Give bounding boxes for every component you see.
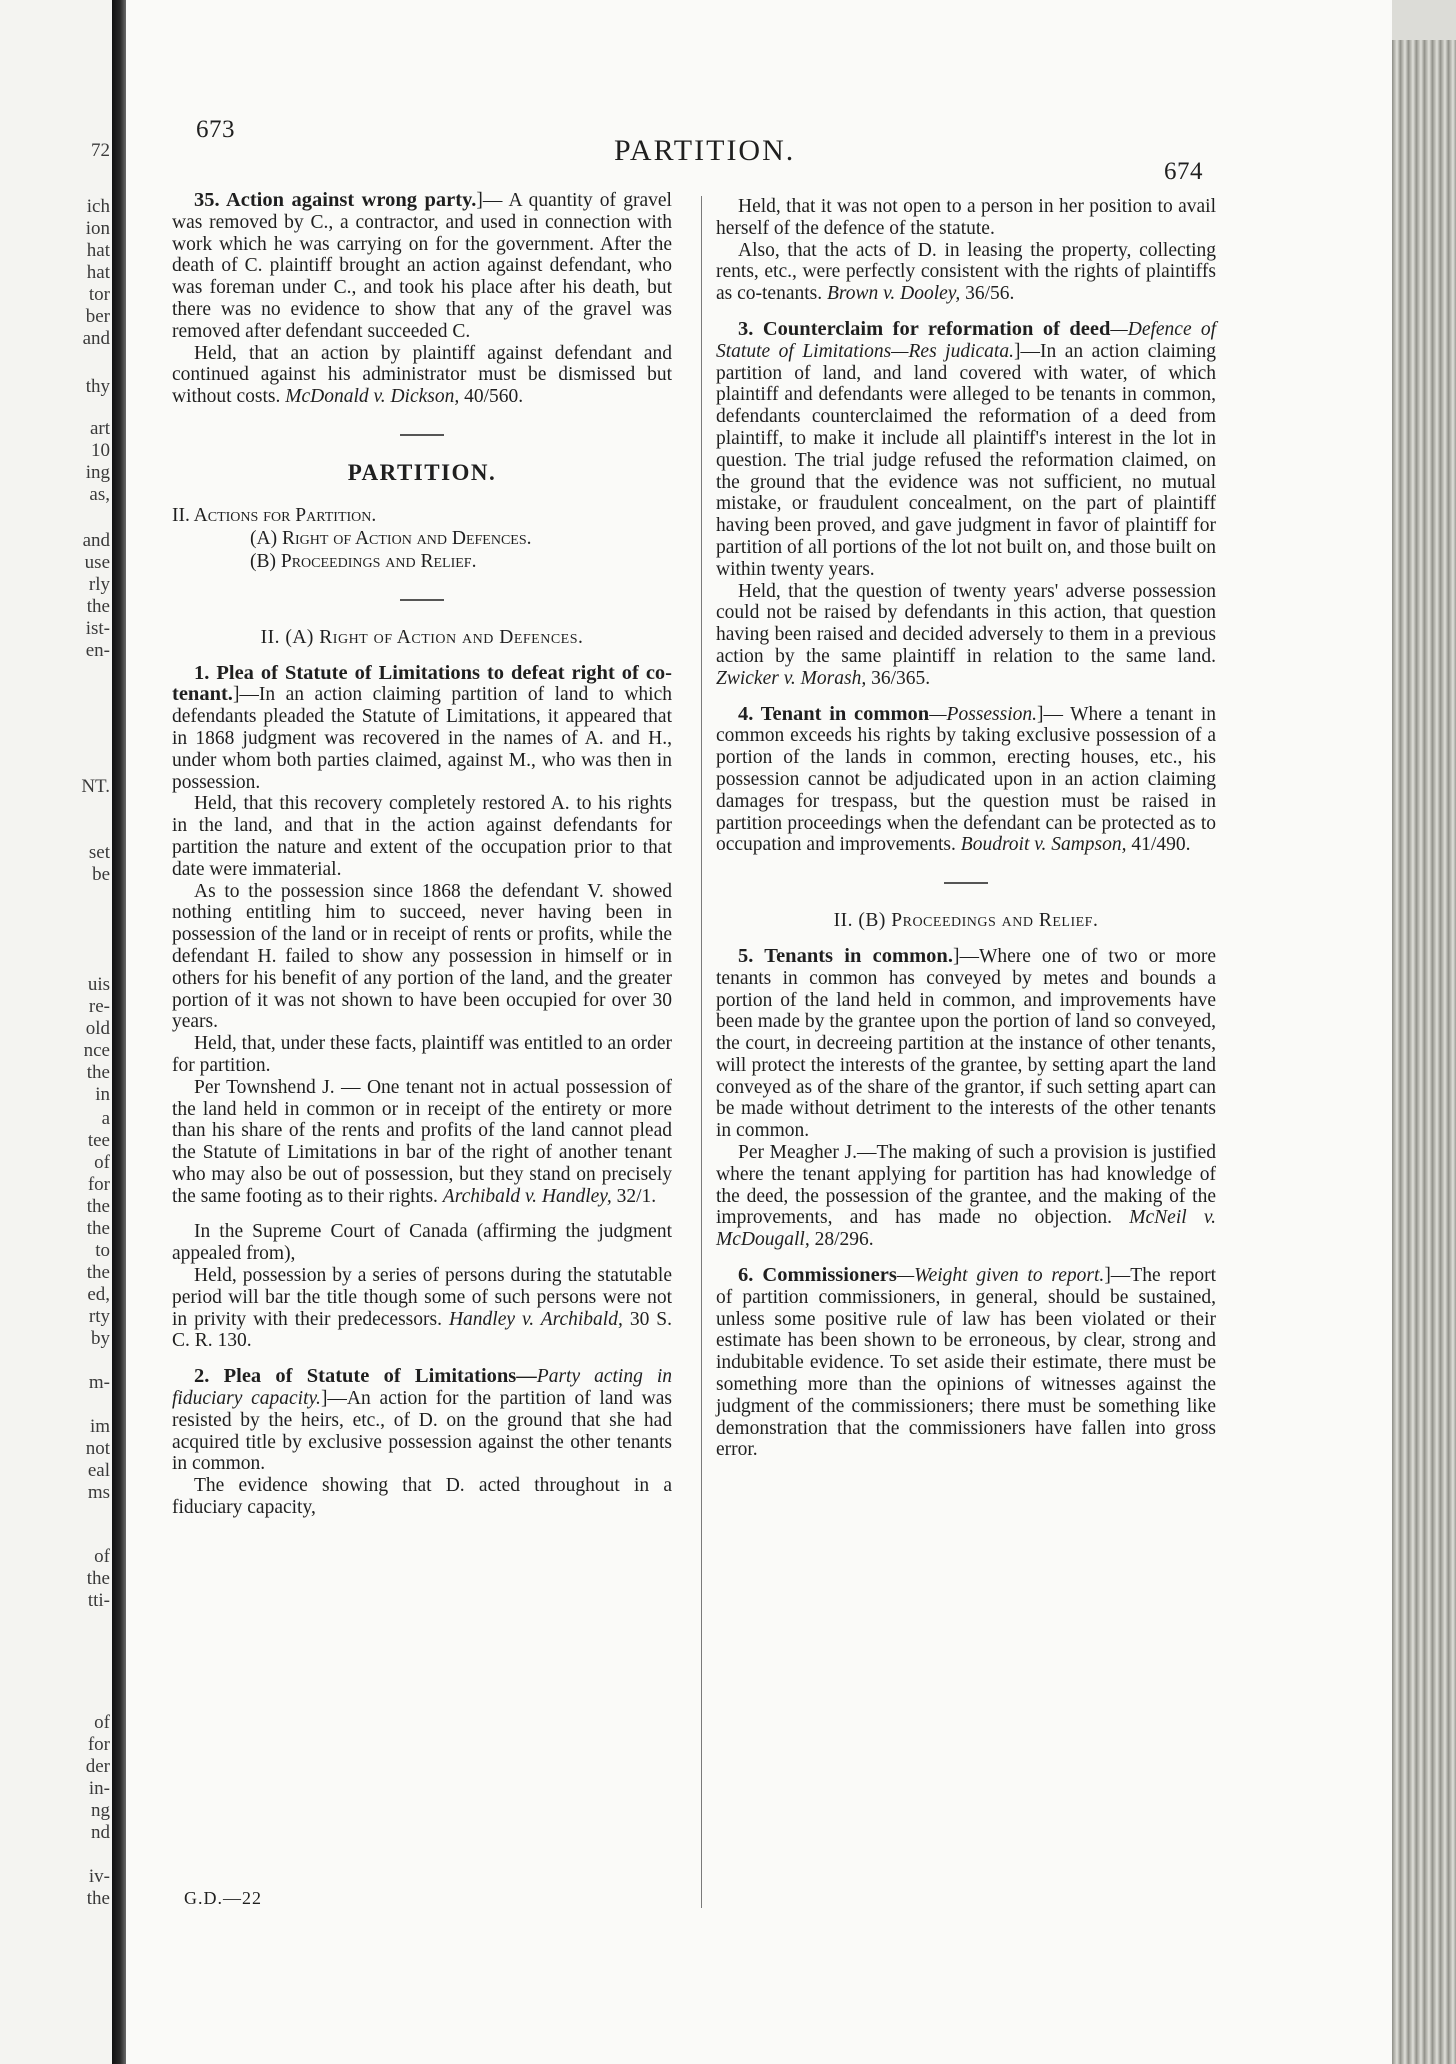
held-entry-3: [716, 581, 1216, 690]
entry-text: ]— A quantity of gravel was removed by C., a contractor, and used in connection with work which he was carrying on for the government. After the death of C. plaintiff brought an action against defendant, who was foreman under C., and took his place after his death, but there was no evidence to show that any of the gravel was removed after defendant succeeded C.: [172, 190, 672, 342]
previous-page-fragment: en-: [85, 640, 110, 661]
previous-page-fragment: not: [85, 1438, 110, 1459]
subsection-heading-a: II. (A) Right of Action and Defences.: [260, 626, 584, 648]
previous-page-fragment: of: [94, 1712, 110, 1733]
previous-page-fragment: and: [82, 530, 110, 551]
page-number-right: 674: [1164, 158, 1203, 185]
per-judge-text: Per Townshend J. — One tenant not in actual possession of the land held in common or in receipt of the entirety or more than his share of the rents and profits of the land cannot plead the Statute of Limitations in bar of the right of another tenant who may also be out of possession, but they stand on precisely the same footing as to their rights.: [172, 1076, 672, 1207]
page-number-left: 673: [196, 116, 235, 143]
previous-page-fragment: the: [86, 1218, 110, 1239]
entry-subheading: —Possession.: [929, 703, 1038, 725]
entry-6: [716, 1265, 1216, 1461]
entry-4: [716, 704, 1216, 857]
entry-35: [172, 190, 672, 343]
entry-text: ]—The report of partition commissioners, in general, should be sustained, unless some positive rule of law has been violated or their estimate has been shown to be erroneous, by clear, strong and indubitable evidence. To set aside their estimate, there must be something more than the opinions of witnesses against the judgment of the commissioners; there must be something like demonstration that the commissioners have fallen into gross error.: [716, 1265, 1216, 1461]
previous-page-fragment: for: [87, 1174, 110, 1195]
previous-page-fragment: the: [86, 1568, 110, 1589]
page-stack-top: [1392, 0, 1456, 40]
running-title: PARTITION.: [614, 134, 796, 167]
previous-page-fragment: nd: [91, 1822, 110, 1843]
previous-page-fragment: to: [95, 1240, 110, 1261]
entry-text: ]—In an action claiming partition of land to which defendants pleaded the Statute of Limitations, it appeared that in 1868 judgment was recovered in the names of A. and H., under whom both parties claimed, against M., who was then in possession.: [172, 684, 672, 793]
held-text: Held, possession by a series of persons during the statutable period will bar the title though some of such persons were not in privity with their predecessors.: [172, 1265, 672, 1330]
previous-page-fragment: of: [94, 1546, 110, 1567]
separator-dash: [400, 434, 444, 436]
previous-page-fragment: a: [101, 1108, 110, 1129]
previous-page-fragment: re-: [88, 996, 110, 1017]
entry-text: ]—In an action claiming partition of land, and land covered with water, of which plaintiff and defendants were alleged to be tenants in common, defendants counterclaimed the reformation of a deed from plaintiff, to make it include all plaintiff's interest in the lot in question. The trial judge refused the reformation claimed, on the ground that the evidence was not sufficient, no mutual mistake, or fraudulent concealment, on the part of plaintiff having been proved, and gave judgment in favor of plaintiff for partition of all portions of the lot not built on, and those built on within twenty years.: [716, 340, 1216, 580]
entry-5: [716, 946, 1216, 1142]
previous-page-fragment: art: [89, 418, 110, 439]
previous-page-fragment: as,: [89, 484, 110, 505]
previous-page-fragment: in: [95, 1084, 110, 1105]
previous-page-fragment: in-: [88, 1778, 110, 1799]
entry-text: ]— Where a tenant in common exceeds his rights by taking exclusive possession of a portion of the lands in common, erecting houses, etc., his possession cannot be adjudicated upon in an action claiming damages for trespass, but the question must be raised in partition proceedings when the defendant can be protected as to occupation and improvements.: [716, 703, 1216, 856]
previous-page-fragment: thy: [85, 376, 110, 397]
held-appeal: [172, 1265, 672, 1352]
entry-heading: 4. Tenant in common: [738, 702, 930, 725]
previous-page-fragment: iv-: [88, 1866, 110, 1887]
case-citation: Handley v. Archibald,: [448, 1308, 623, 1330]
per-judge: [716, 1142, 1216, 1251]
previous-page-fragment: ion: [85, 218, 110, 239]
previous-page-fragment: set: [88, 842, 110, 863]
entry-3: [716, 319, 1216, 581]
subsection-heading-b: II. (B) Proceedings and Relief.: [833, 910, 1099, 932]
entry-heading: 6. Commissioners: [738, 1264, 897, 1287]
held-text: Held, that an action by plaintiff against defendant and continued against his administrator must be dismissed but without costs.: [172, 342, 672, 408]
toc-b: (B) Proceedings and Relief.: [250, 550, 477, 572]
entry-1: [172, 663, 672, 794]
entry-text: ]—Where one of two or more tenants in common has conveyed by metes and bounds a portion of the land held in common, and improvements have been made by the grantee upon the portion of land so conveyed, the court, in decreeing partition at the instance of other tenants, will protect the interests of the grantee, by setting apart the land conveyed as of the share of the grantor, if such setting apart can be made without detriment to the interests of the other tenants in common.: [716, 945, 1216, 1142]
previous-page-fragment: NT.: [81, 776, 110, 797]
entry-2: [172, 1366, 672, 1475]
entry-heading: 35. Action against wrong party.: [194, 189, 477, 211]
entry-heading: 2. Plea of Statute of Limitations—: [194, 1365, 537, 1388]
entry-subheading: —Weight given to report.: [896, 1265, 1105, 1287]
previous-page-fragment: by: [91, 1328, 110, 1349]
previous-page-fragment: rty: [88, 1306, 110, 1327]
previous-page-fragment: ng: [91, 1800, 110, 1821]
previous-page-fragment: the: [86, 596, 110, 617]
report-reference: 36/56.: [965, 283, 1015, 305]
previous-page-fragment: eal: [87, 1460, 110, 1481]
per-judge-text: Per Meagher J.—The making of such a provision is justified where the tenant applying for partition has had knowledge of the deed, the possession of the grantee, and the making of the improvements, and has made no objection.: [716, 1142, 1216, 1229]
previous-page-fragment: m-: [88, 1372, 110, 1393]
previous-page-fragment: tor: [88, 284, 110, 305]
held-text: Held, that the question of twenty years' adverse possession could not be raised by defendants in this action, that question having been raised and decided adversely to them in a previous action by the same plaintiff in relation to the same land.: [716, 580, 1216, 667]
entry-text: ]—An action for the partition of land was resisted by the heirs, etc., of D. on the ground that she had acquired title by exclusive possession against the other tenants in common.: [172, 1388, 672, 1475]
previous-page-fragment: hat: [86, 262, 110, 283]
case-citation: Archibald v. Handley,: [442, 1185, 612, 1207]
previous-page-fragment: ber: [85, 306, 110, 327]
previous-page-fragment: ed,: [87, 1284, 110, 1305]
entry-subheading: Party acting in fiduciary capacity.: [172, 1366, 672, 1410]
held-also: [716, 240, 1216, 305]
case-citation: Brown v. Dooley,: [827, 283, 961, 305]
right-column: [716, 196, 1216, 1461]
previous-page-fragment: the: [86, 1062, 110, 1083]
previous-page-fragment: the: [86, 1196, 110, 1217]
previous-page-fragment: the: [86, 1262, 110, 1283]
previous-page-fragment: im: [89, 1416, 110, 1437]
signature-mark: G.D.—22: [184, 1888, 262, 1908]
toc-a: (A) Right of Action and Defences.: [250, 527, 532, 549]
previous-page-fragment: of: [94, 1152, 110, 1173]
previous-page-fragment: ist-: [85, 618, 110, 639]
previous-page-fragment: uis: [87, 974, 110, 995]
separator-dash: [944, 882, 988, 884]
report-reference: 36/365.: [871, 667, 931, 689]
left-column: [172, 190, 672, 1519]
previous-page-fragment: ing: [85, 462, 110, 483]
previous-page-fragment: ms: [87, 1482, 110, 1503]
toc-main: II. Actions for Partition.: [172, 504, 377, 526]
book-spine-gutter: [112, 0, 126, 2064]
previous-page-fragment: and: [82, 328, 110, 349]
report-reference: 41/490.: [1131, 834, 1191, 856]
report-reference: 32/1.: [616, 1185, 657, 1207]
previous-page-fragment: nce: [83, 1040, 110, 1061]
case-citation: McDonald v. Dickson,: [285, 386, 460, 408]
held-text: Held, that, under these facts, plaintiff was entitled to an order for partition.: [172, 1033, 672, 1076]
per-judge: [172, 1077, 672, 1208]
previous-page-fragment: 72: [91, 140, 110, 161]
previous-page-fragment: rly: [88, 574, 110, 595]
entry-heading: 5. Tenants in common.: [738, 944, 953, 967]
held-text: Held, that it was not open to a person in her position to avail herself of the defence of the statute.: [716, 196, 1216, 239]
entry-subheading: —Defence of Statute of Limitations—Res judicata.: [716, 318, 1216, 362]
page-stack-edges: [1392, 40, 1456, 2064]
held-text: Held, that this recovery completely restored A. to his rights in the land, and that in the action against defendants for partition the nature and extent of the occupation prior to that date were immaterial.: [172, 793, 672, 880]
section-contents: [172, 504, 672, 573]
section-title: PARTITION.: [347, 459, 497, 485]
separator-dash: [400, 599, 444, 601]
previous-page-fragment: use: [84, 552, 110, 573]
report-reference: 40/560.: [464, 386, 524, 408]
report-reference: 28/296.: [814, 1229, 874, 1251]
previous-page-fragment: old: [85, 1018, 110, 1039]
previous-page-fragment: tee: [87, 1130, 110, 1151]
previous-page-fragment: der: [85, 1756, 110, 1777]
case-citation: McNeil v. McDougall,: [716, 1207, 1216, 1251]
previous-page-fragment: 10: [91, 440, 110, 461]
previous-page-fragment: be: [92, 864, 110, 885]
report-reference: 30 S. C. R. 130.: [172, 1308, 673, 1352]
previous-page-fragment: for: [87, 1734, 110, 1755]
held-text: Also, that the acts of D. in leasing the property, collecting rents, etc., were perfectly consistent with the rights of plaintiffs as co-tenants.: [716, 239, 1216, 305]
case-citation: Zwicker v. Morash,: [716, 667, 867, 689]
case-citation: Boudroit v. Sampson,: [960, 834, 1127, 856]
entry-held: [172, 343, 672, 408]
appeal-note: In the Supreme Court of Canada (affirming the judgment appealed from),: [172, 1221, 672, 1265]
entry-heading: 3. Counterclaim for reformation of deed: [738, 317, 1111, 340]
previous-page-edge: [0, 0, 112, 2064]
previous-page-fragment: ich: [86, 196, 110, 217]
previous-page-fragment: tti-: [87, 1590, 110, 1611]
previous-page-fragment: hat: [86, 240, 110, 261]
column-divider: [701, 196, 702, 1908]
entry-heading: 1. Plea of Statute of Limitations to defeat right of co-tenant.: [172, 661, 672, 706]
paragraph: As to the possession since 1868 the defendant V. showed nothing entitling him to succeed, never having been in possession of the land or in receipt of rents or profits, while the defendant H. failed to show any possession in himself or in others for his benefit of any portion of the land, and the greater portion of it was not shown to have been occupied for over 30 years.: [172, 880, 672, 1033]
previous-page-fragment: the: [86, 1888, 110, 1909]
paragraph: The evidence showing that D. acted throughout in a fiduciary capacity,: [172, 1475, 672, 1519]
